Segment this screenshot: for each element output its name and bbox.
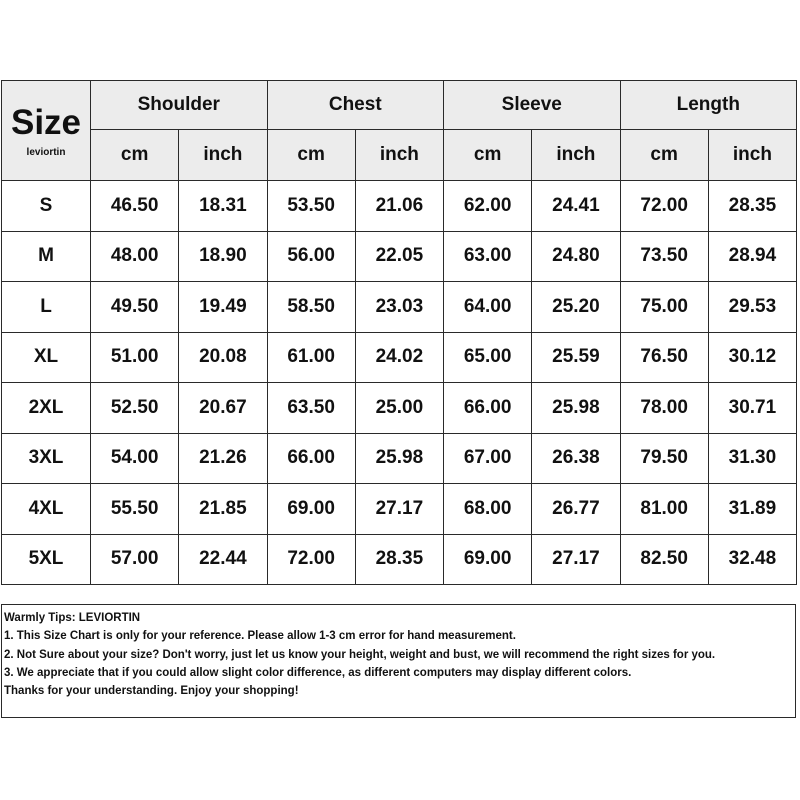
unit-header: cm — [267, 130, 355, 181]
measurement-cell: 28.94 — [708, 231, 796, 282]
measurement-cell: 64.00 — [444, 282, 532, 333]
measurement-cell: 49.50 — [91, 282, 179, 333]
measurement-cell: 28.35 — [355, 534, 443, 585]
size-label-cell: 5XL — [2, 534, 91, 585]
measurement-cell: 66.00 — [444, 383, 532, 434]
measurement-cell: 25.98 — [355, 433, 443, 484]
measurement-cell: 18.31 — [179, 181, 267, 232]
table-row — [2, 534, 797, 585]
tips-title: Warmly Tips: LEVIORTIN — [4, 612, 141, 624]
measurement-cell: 58.50 — [267, 282, 355, 333]
table-row — [2, 484, 797, 535]
table-row — [2, 231, 797, 282]
measurement-cell: 24.80 — [532, 231, 620, 282]
measurement-cell: 51.00 — [91, 332, 179, 383]
table-row — [2, 433, 797, 484]
measurement-cell: 22.44 — [179, 534, 267, 585]
measurement-cell: 24.02 — [355, 332, 443, 383]
size-header-cell — [2, 81, 91, 181]
measurement-cell: 21.85 — [179, 484, 267, 535]
measurement-cell: 82.50 — [620, 534, 708, 585]
size-label-cell: XL — [2, 332, 91, 383]
measurement-cell: 26.77 — [532, 484, 620, 535]
size-label-cell: 4XL — [2, 484, 91, 535]
measurement-cell: 62.00 — [444, 181, 532, 232]
measurement-cell: 25.98 — [532, 383, 620, 434]
measurement-cell: 56.00 — [267, 231, 355, 282]
measurement-cell: 25.59 — [532, 332, 620, 383]
table-row — [2, 383, 797, 434]
measurement-cell: 25.00 — [355, 383, 443, 434]
brand-label: leviortin — [26, 146, 66, 158]
measurement-cell: 63.00 — [444, 231, 532, 282]
measurement-cell: 25.20 — [532, 282, 620, 333]
measurement-cell: 27.17 — [532, 534, 620, 585]
size-label-cell: M — [2, 231, 91, 282]
measurement-cell: 48.00 — [91, 231, 179, 282]
measurement-cell: 30.12 — [708, 332, 796, 383]
measurement-cell: 66.00 — [267, 433, 355, 484]
unit-header: cm — [91, 130, 179, 181]
measurement-cell: 69.00 — [267, 484, 355, 535]
measurement-cell: 28.35 — [708, 181, 796, 232]
measurement-cell: 27.17 — [355, 484, 443, 535]
measurement-cell: 72.00 — [267, 534, 355, 585]
unit-header: inch — [179, 130, 267, 181]
size-chart — [0, 80, 800, 588]
measurement-cell: 72.00 — [620, 181, 708, 232]
column-group-length: Length — [620, 81, 797, 130]
unit-header: cm — [620, 130, 708, 181]
measurement-cell: 31.30 — [708, 433, 796, 484]
measurement-cell: 20.08 — [179, 332, 267, 383]
unit-header: inch — [532, 130, 620, 181]
measurement-cell: 26.38 — [532, 433, 620, 484]
size-table — [1, 80, 797, 585]
measurement-cell: 30.71 — [708, 383, 796, 434]
measurement-cell: 46.50 — [91, 181, 179, 232]
measurement-cell: 81.00 — [620, 484, 708, 535]
measurement-cell: 54.00 — [91, 433, 179, 484]
measurement-cell: 75.00 — [620, 282, 708, 333]
group-header-row — [2, 81, 797, 130]
measurement-cell: 79.50 — [620, 433, 708, 484]
measurement-cell: 53.50 — [267, 181, 355, 232]
size-label-cell: 2XL — [2, 383, 91, 434]
measurement-cell: 32.48 — [708, 534, 796, 585]
measurement-cell: 31.89 — [708, 484, 796, 535]
column-group-sleeve: Sleeve — [444, 81, 621, 130]
unit-header: inch — [355, 130, 443, 181]
measurement-cell: 18.90 — [179, 231, 267, 282]
measurement-cell: 20.67 — [179, 383, 267, 434]
column-group-shoulder: Shoulder — [91, 81, 268, 130]
measurement-cell: 21.06 — [355, 181, 443, 232]
measurement-cell: 29.53 — [708, 282, 796, 333]
tip-line: 2. Not Sure about your size? Don't worry, just let us know your height, weight and bust, we will recommend the right sizes for you. — [4, 648, 716, 661]
tip-line: 1. This Size Chart is only for your reference. Please allow 1-3 cm error for hand measurement. — [4, 630, 516, 643]
measurement-cell: 21.26 — [179, 433, 267, 484]
measurement-cell: 65.00 — [444, 332, 532, 383]
tips-box — [1, 604, 796, 718]
measurement-cell: 57.00 — [91, 534, 179, 585]
measurement-cell: 73.50 — [620, 231, 708, 282]
measurement-cell: 61.00 — [267, 332, 355, 383]
measurement-cell: 24.41 — [532, 181, 620, 232]
unit-header: inch — [708, 130, 796, 181]
measurement-cell: 76.50 — [620, 332, 708, 383]
size-table-body — [2, 181, 797, 585]
measurement-cell: 78.00 — [620, 383, 708, 434]
table-row — [2, 181, 797, 232]
table-row — [2, 332, 797, 383]
measurement-cell: 23.03 — [355, 282, 443, 333]
measurement-cell: 52.50 — [91, 383, 179, 434]
measurement-cell: 55.50 — [91, 484, 179, 535]
unit-header-row — [2, 130, 797, 181]
measurement-cell: 69.00 — [444, 534, 532, 585]
tips-closing: Thanks for your understanding. Enjoy your shopping! — [4, 685, 299, 698]
size-header-title: Size — [10, 102, 82, 142]
measurement-cell: 67.00 — [444, 433, 532, 484]
size-label-cell: 3XL — [2, 433, 91, 484]
measurement-cell: 63.50 — [267, 383, 355, 434]
table-row — [2, 282, 797, 333]
measurement-cell: 22.05 — [355, 231, 443, 282]
size-label-cell: L — [2, 282, 91, 333]
size-label-cell: S — [2, 181, 91, 232]
measurement-cell: 68.00 — [444, 484, 532, 535]
tip-line: 3. We appreciate that if you could allow slight color difference, as different computers may display different colors. — [4, 666, 632, 679]
column-group-chest: Chest — [267, 81, 444, 130]
unit-header: cm — [444, 130, 532, 181]
measurement-cell: 19.49 — [179, 282, 267, 333]
